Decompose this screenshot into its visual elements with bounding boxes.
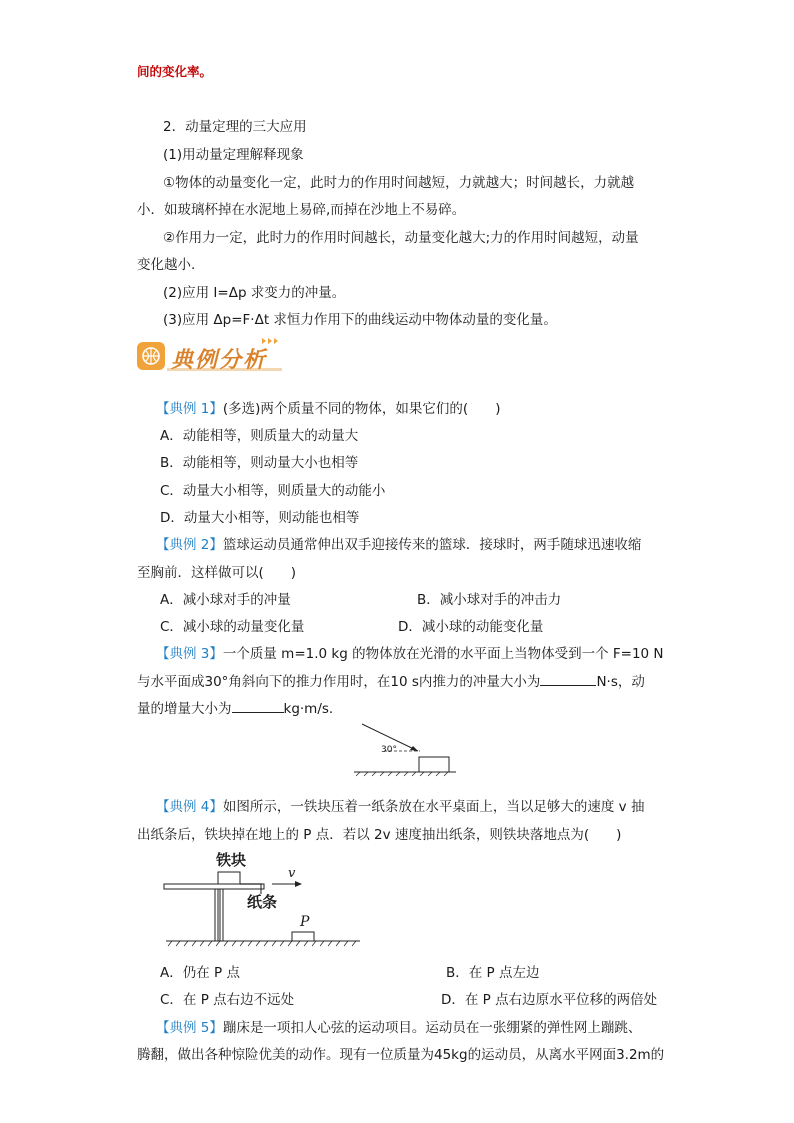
example-2-tag: 【典例 2】 xyxy=(156,537,223,553)
example-4-option-c: C．在 P 点右边不远处 xyxy=(160,992,295,1008)
example-3-line-2 xyxy=(137,670,645,690)
figure-label-velocity: v xyxy=(288,866,296,881)
example-3-line-3 xyxy=(137,697,333,717)
ground-hatching xyxy=(356,772,448,776)
banner-title: 典例分析 xyxy=(171,348,268,373)
example-1-stem xyxy=(156,397,500,417)
table-leg-right xyxy=(220,889,223,941)
example-2-stem xyxy=(156,533,641,553)
example-3-text-3a: 量的增量大小为 xyxy=(137,701,232,717)
force-arrowhead xyxy=(410,746,418,751)
example-1-tag: 【典例 1】 xyxy=(156,401,223,417)
example-3-stem xyxy=(156,642,664,662)
example-4-option-d: D．在 P 点右边原水平位移的两倍处 xyxy=(441,992,658,1008)
iron-block xyxy=(218,872,240,884)
answer-blank-1[interactable] xyxy=(540,673,596,686)
example-3-text-2b: N·s，动 xyxy=(596,674,645,690)
example-1-option-c: C．动量大小相等，则质量大的动能小 xyxy=(160,483,386,499)
header-fragment: 间的变化率。 xyxy=(137,64,213,79)
section-banner xyxy=(137,338,287,372)
paragraph-2-line-1: ②作用力一定，此时力的作用时间越长，动量变化越大;力的作用时间越短，动量 xyxy=(163,230,639,246)
table-leg-left xyxy=(215,889,218,941)
landing-point-marker xyxy=(292,932,314,941)
example-3-tag: 【典例 3】 xyxy=(156,646,223,662)
paragraph-1-line-1: ①物体的动量变化一定，此时力的作用时间越短，力就越大；时间越长，力就越 xyxy=(163,175,635,191)
example-5-text-2: 腾翻，做出各种惊险优美的动作。现有一位质量为45kg的运动员，从离水平网面3.2m的 xyxy=(137,1047,665,1063)
example-3-figure xyxy=(350,722,460,778)
example-5-stem xyxy=(156,1016,641,1036)
example-4-stem xyxy=(156,795,644,815)
angle-label: 30° xyxy=(381,745,397,755)
example-2-option-b: B．减小球对手的冲击力 xyxy=(417,592,562,608)
example-4-tag: 【典例 4】 xyxy=(156,799,223,815)
example-3-text-1: 一个质量 m=1.0 kg 的物体放在光滑的水平面上当物体受到一个 F=10 N xyxy=(222,646,664,662)
example-2-option-a: A．减小球对手的冲量 xyxy=(160,592,291,608)
example-4-text-1: 如图所示，一铁块压着一纸条放在水平桌面上，当以足够大的速度 v 抽 xyxy=(222,799,645,815)
example-2-option-c: C．减小球的动量变化量 xyxy=(160,619,305,635)
example-3-text-2a: 与水平面成30°角斜向下的推力作用时，在10 s内推力的冲量大小为 xyxy=(137,674,541,690)
subheading-1: (1)用动量定理解释现象 xyxy=(163,147,304,163)
example-1-option-d: D．动量大小相等，则动能也相等 xyxy=(160,510,360,526)
example-5-tag: 【典例 5】 xyxy=(156,1020,223,1036)
subheading-3: (3)应用 Δp=F·Δt 求恒力作用下的曲线运动中物体动量的变化量。 xyxy=(163,312,557,328)
figure-label-paper: 纸条 xyxy=(247,893,278,911)
paragraph-1-line-2: 小．如玻璃杯掉在水泥地上易碎,而掉在沙地上不易碎。 xyxy=(137,202,466,218)
example-2-text-1: 篮球运动员通常伸出双手迎接传来的篮球．接球时，两手随球迅速收缩 xyxy=(222,537,642,553)
example-2-option-d: D．减小球的动能变化量 xyxy=(398,619,544,635)
section-title: 2．动量定理的三大应用 xyxy=(163,119,307,135)
example-5-text-1: 蹦床是一项扣人心弦的运动项目。运动员在一张绷紧的弹性网上蹦跳、 xyxy=(222,1020,642,1036)
subheading-2: (2)应用 I=Δp 求变力的冲量。 xyxy=(163,285,346,301)
figure-label-block: 铁块 xyxy=(216,851,247,869)
paragraph-2-line-2: 变化越小. xyxy=(137,257,196,273)
example-1-text: (多选)两个质量不同的物体，如果它们的( ) xyxy=(222,401,501,417)
figure-label-point: P xyxy=(300,914,310,930)
example-4-option-a: A．仍在 P 点 xyxy=(160,965,240,981)
block xyxy=(419,757,449,772)
example-4-option-b: B．在 P 点左边 xyxy=(446,965,540,981)
velocity-arrowhead xyxy=(295,881,302,887)
table-top xyxy=(164,884,264,889)
example-2-text-2: 至胸前．这样做可以( ) xyxy=(137,565,297,581)
answer-blank-2[interactable] xyxy=(232,700,284,713)
example-3-text-3b: kg·m/s. xyxy=(283,701,334,717)
example-4-text-2: 出纸条后，铁块掉在地上的 P 点．若以 2v 速度抽出纸条，则铁块落地点为( ) xyxy=(137,827,622,843)
example-1-option-b: B．动能相等，则动量大小也相等 xyxy=(160,455,359,471)
example-1-option-a: A．动能相等，则质量大的动量大 xyxy=(160,428,359,444)
floor-hatching xyxy=(168,941,356,946)
